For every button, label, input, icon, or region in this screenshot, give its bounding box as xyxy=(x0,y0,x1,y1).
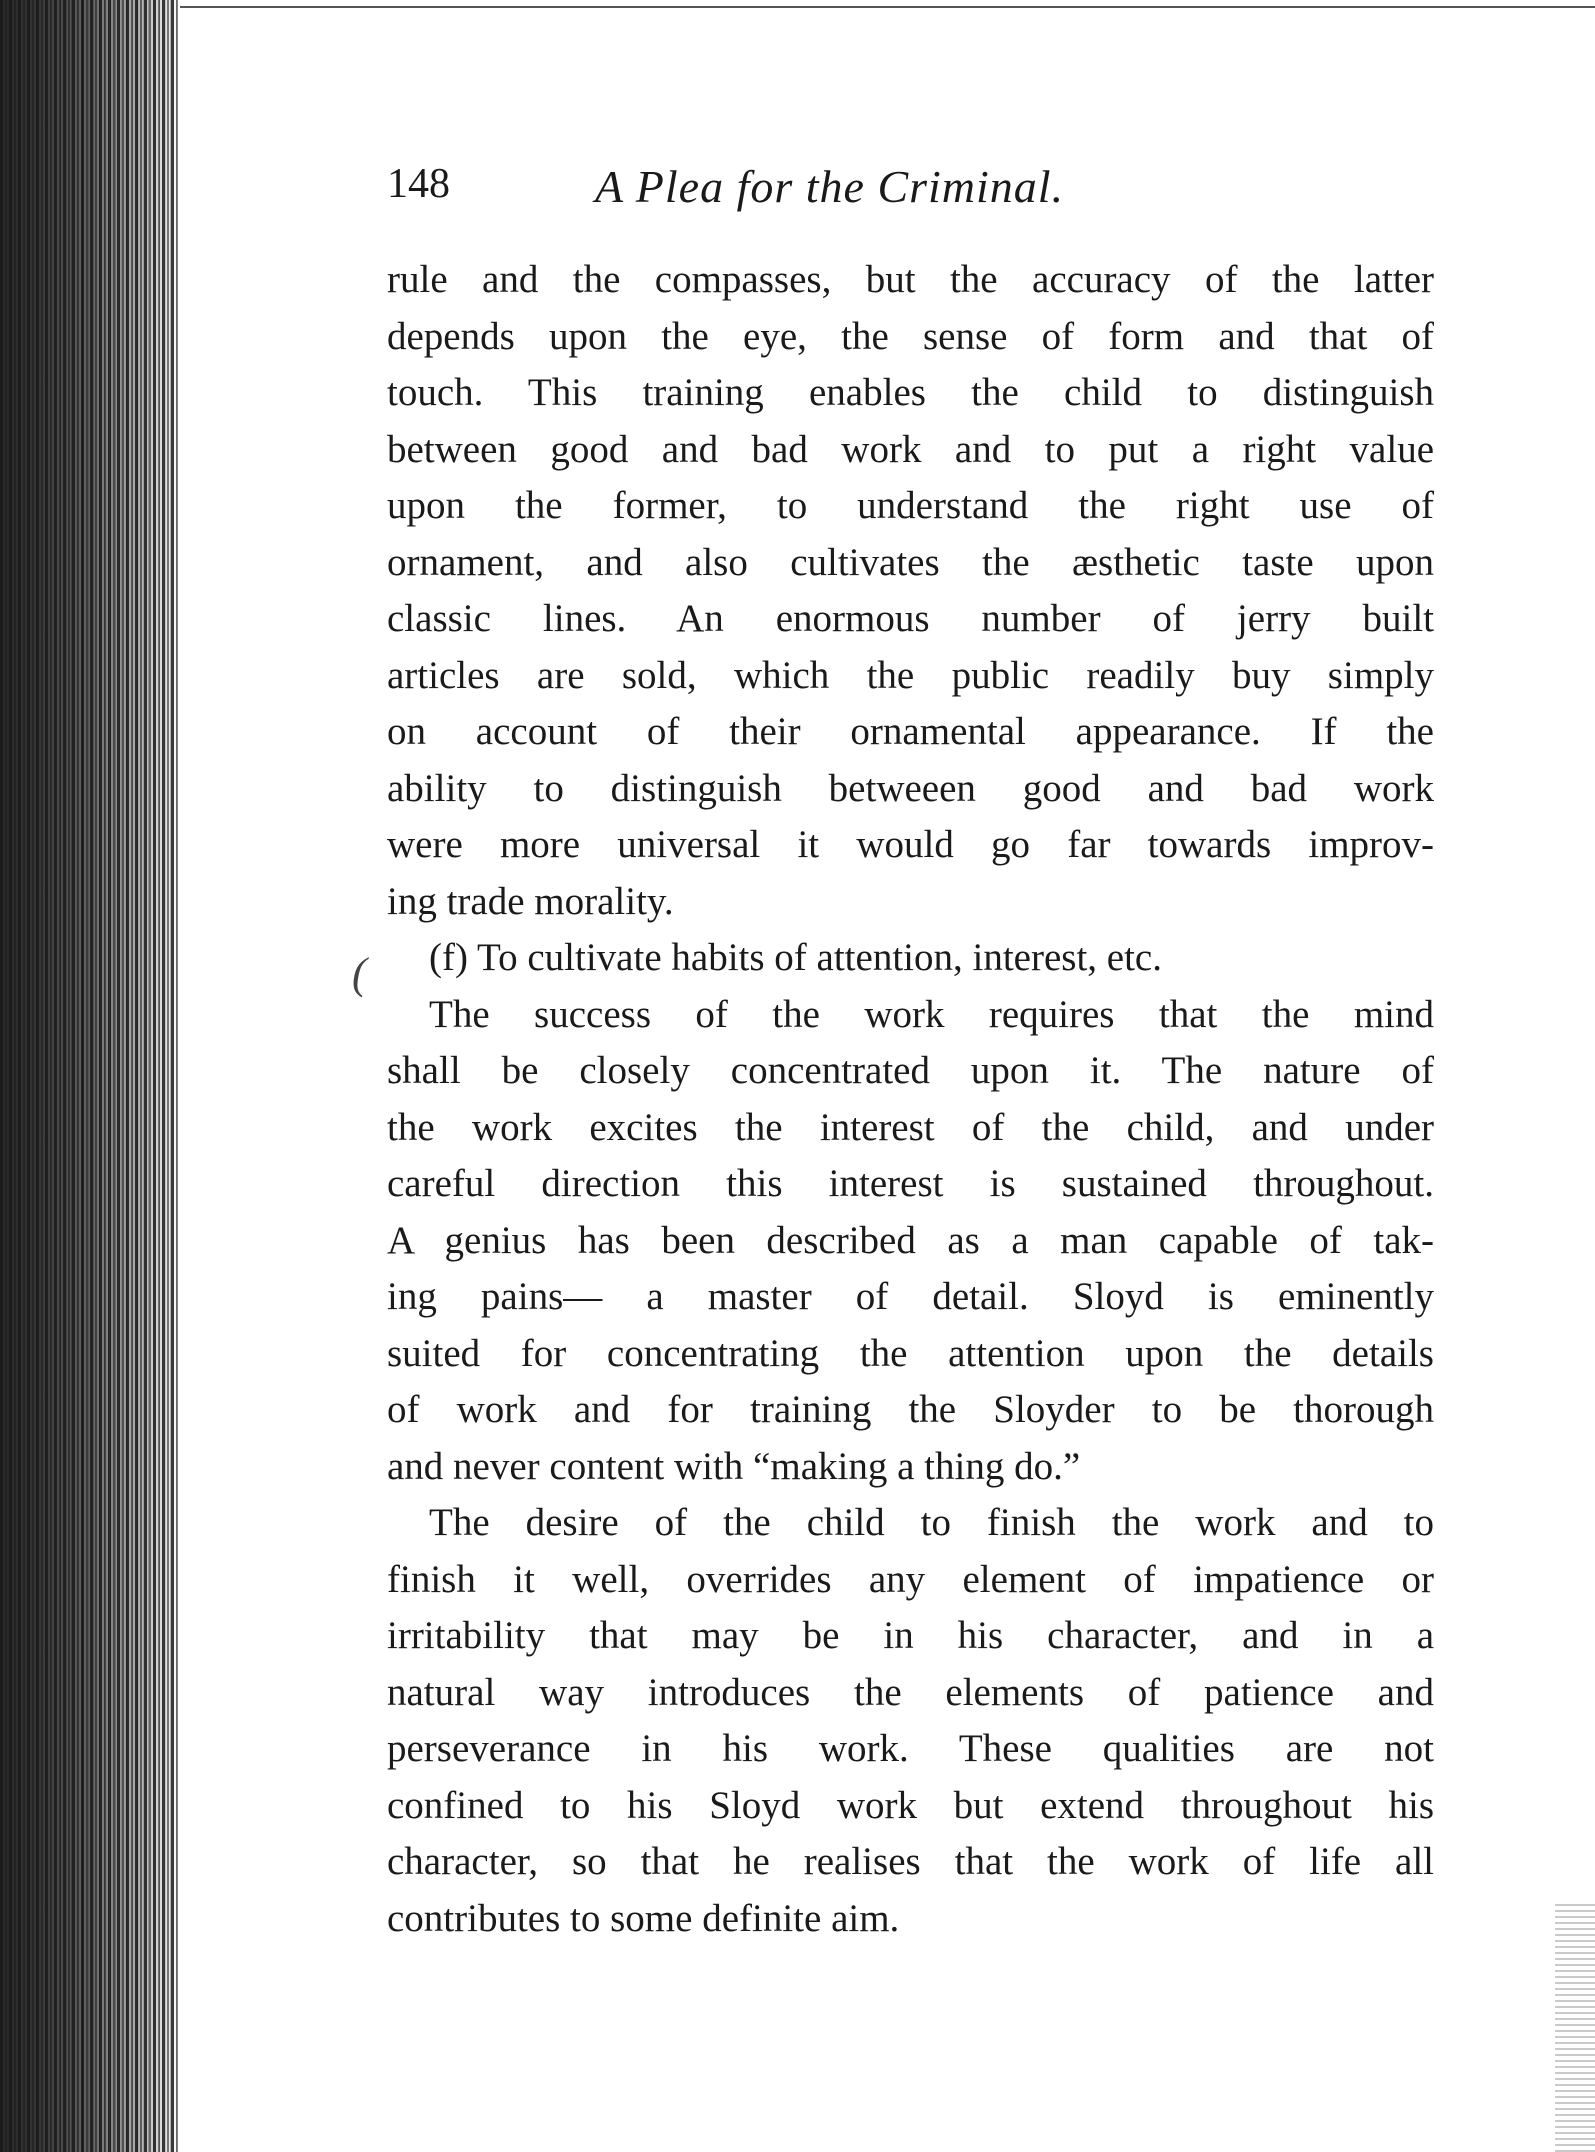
text-line: A genius has been described as a man capable of tak- xyxy=(387,1218,1434,1262)
text-line: suited for concentrating the attention upon the details xyxy=(387,1331,1434,1375)
page-top-edge xyxy=(180,6,1595,8)
text-line: finish it well, overrides any element of impatience or xyxy=(387,1557,1434,1601)
text-line: rule and the compasses, but the accuracy of the latter xyxy=(387,258,1434,301)
text-line: ing pains— a master of detail. Sloyd is eminently xyxy=(387,1275,1434,1318)
text-line: irritability that may be in his character, and in a xyxy=(387,1614,1434,1657)
text-line: (f) To cultivate habits of attention, interest, etc. xyxy=(429,936,1162,979)
text-line: of work and for training the Sloyder to be thorough xyxy=(387,1388,1434,1431)
text-line: The desire of the child to finish the work and to xyxy=(429,1501,1434,1544)
text-line: natural way introduces the elements of patience and xyxy=(387,1670,1434,1714)
text-line: ing trade morality. xyxy=(387,879,674,923)
text-line: shall be closely concentrated upon it. The nature of xyxy=(387,1049,1434,1092)
running-title: A Plea for the Criminal. xyxy=(595,161,1065,212)
text-line: the work excites the interest of the child, and under xyxy=(387,1105,1434,1149)
text-line: character, so that he realises that the work of life all xyxy=(387,1840,1434,1883)
text-line: ornament, and also cultivates the æsthetic taste upon xyxy=(387,540,1434,584)
text-line: careful direction this interest is sustained throughout. xyxy=(387,1162,1434,1205)
book-binding-texture xyxy=(60,0,180,2152)
text-line: upon the former, to understand the right use of xyxy=(387,484,1434,527)
text-line: ability to distinguish betweeen good and bad work xyxy=(387,766,1434,810)
pencil-margin-mark: ( xyxy=(352,949,367,998)
text-line: The success of the work requires that the mind xyxy=(429,992,1434,1036)
text-line: on account of their ornamental appearance. If the xyxy=(387,710,1434,753)
text-line: were more universal it would go far towards improv- xyxy=(387,823,1434,866)
text-line: and never content with “making a thing do.” xyxy=(387,1444,1081,1488)
text-line: contributes to some definite aim. xyxy=(387,1896,900,1940)
text-line: touch. This training enables the child to distinguish xyxy=(387,371,1434,414)
text-line: articles are sold, which the public readily buy simply xyxy=(387,653,1434,697)
text-line: confined to his Sloyd work but extend throughout his xyxy=(387,1783,1434,1827)
page-header xyxy=(387,160,1434,220)
text-line: classic lines. An enormous number of jerry built xyxy=(387,597,1434,640)
page-edge-speckle xyxy=(1555,1900,1595,2152)
text-line: perseverance in his work. These qualities are not xyxy=(387,1727,1434,1770)
text-line: between good and bad work and to put a right value xyxy=(387,427,1434,471)
page-number: 148 xyxy=(387,161,450,207)
body-text xyxy=(387,252,1434,1947)
text-line: depends upon the eye, the sense of form and that of xyxy=(387,314,1434,358)
